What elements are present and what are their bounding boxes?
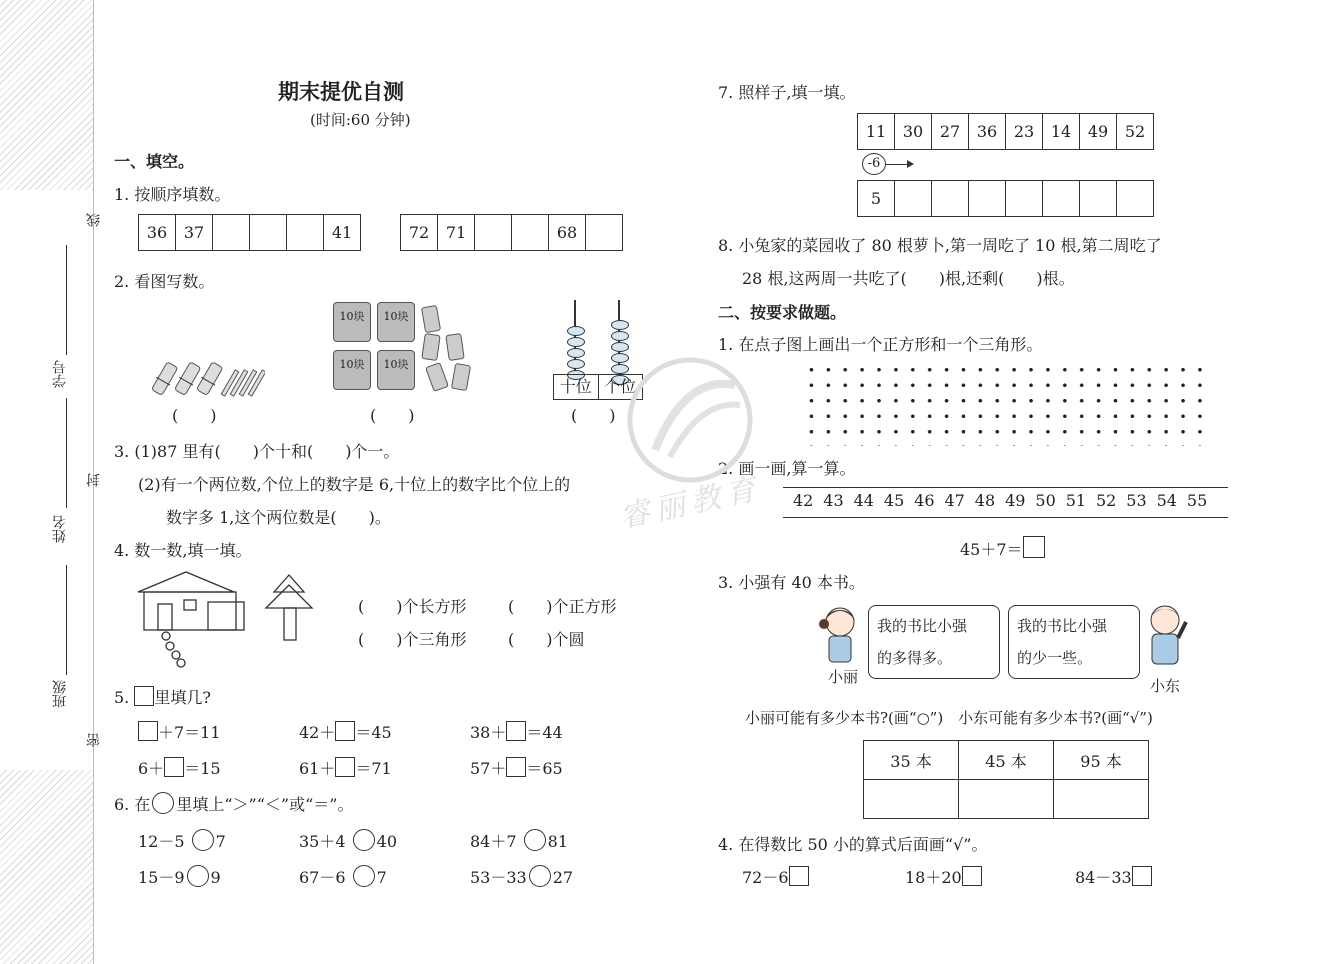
q5-item bbox=[470, 720, 563, 743]
house-door bbox=[184, 600, 196, 610]
answer-box[interactable] bbox=[1023, 536, 1045, 558]
q5-expr: 6＋ bbox=[138, 759, 165, 778]
number-line-tick: 44 bbox=[853, 491, 874, 510]
q2-answer-1[interactable]: ( ) bbox=[172, 406, 217, 425]
q5-expr: 42＋ bbox=[299, 723, 336, 742]
time-limit: (时间:60 分钟) bbox=[310, 111, 411, 129]
margin-feng: 封 bbox=[86, 473, 102, 487]
q6-expr: 81 bbox=[547, 832, 568, 851]
answer-box[interactable] bbox=[335, 757, 355, 777]
candy-piece bbox=[451, 363, 471, 391]
p3-text: 3. 小强有 40 本书。 bbox=[718, 573, 865, 592]
q1-text: 1. 按顺序填数。 bbox=[114, 185, 231, 204]
seq-blank[interactable] bbox=[287, 215, 324, 251]
stick-bundle bbox=[173, 361, 203, 397]
house-roof bbox=[138, 572, 234, 592]
tree-trunk bbox=[284, 608, 296, 640]
p3-options-table bbox=[863, 740, 1149, 819]
seq-cell: 37 bbox=[176, 215, 213, 251]
q6-expr: 27 bbox=[552, 868, 574, 887]
q5-expr: ＝65 bbox=[526, 759, 563, 778]
number-line-tick: 45 bbox=[883, 491, 905, 510]
candy-piece bbox=[421, 333, 440, 361]
candy-bag bbox=[377, 350, 415, 390]
q7-text: 7. 照样子,填一填。 bbox=[718, 83, 856, 102]
q6-item bbox=[470, 865, 573, 888]
number-line-tick: 51 bbox=[1065, 491, 1087, 510]
q6-expr: 53－33 bbox=[470, 868, 527, 887]
q5-expr: 57＋ bbox=[470, 759, 507, 778]
q7-number: 11 bbox=[858, 114, 895, 150]
candy-piece bbox=[421, 305, 441, 333]
number-line-top bbox=[783, 487, 1228, 488]
section-one-title: 一、填空。 bbox=[114, 152, 195, 171]
candy-bags-illustration bbox=[333, 298, 473, 396]
field-xingming-line[interactable] bbox=[66, 398, 67, 508]
check-box[interactable] bbox=[789, 866, 809, 886]
q4-text: 4. 数一数,填一填。 bbox=[114, 541, 252, 560]
q4-circles[interactable]: ( )个圆 bbox=[508, 630, 585, 649]
seq-cell: 68 bbox=[549, 215, 586, 251]
bundled-sticks-illustration bbox=[150, 355, 265, 400]
number-line-tick: 54 bbox=[1156, 491, 1177, 510]
seq-cell: 41 bbox=[324, 215, 361, 251]
watermark-text: 睿丽教育 bbox=[616, 471, 765, 536]
option-label: 45 本 bbox=[959, 741, 1054, 780]
q7-top-row bbox=[857, 113, 1154, 150]
q5-expr: ＝71 bbox=[355, 759, 392, 778]
q6-expr: 15－9 bbox=[138, 868, 185, 887]
hatch-top bbox=[0, 0, 93, 190]
q7-bottom-row bbox=[857, 180, 1154, 217]
p4-expr: 18＋20 bbox=[905, 868, 962, 887]
q5-number: 5. bbox=[114, 688, 130, 707]
seq-cell: 72 bbox=[401, 215, 438, 251]
q6-prefix: 6. 在 bbox=[114, 795, 151, 814]
xiaodong-line: 的少一些。 bbox=[1017, 649, 1093, 667]
smoke-circle bbox=[177, 659, 185, 667]
field-banji-line[interactable] bbox=[66, 565, 67, 675]
compare-circle[interactable] bbox=[353, 865, 375, 887]
q7-blank[interactable] bbox=[1117, 181, 1154, 217]
p1-text: 1. 在点子图上画出一个正方形和一个三角形。 bbox=[718, 335, 1043, 354]
seq-blank[interactable] bbox=[213, 215, 250, 251]
q6-item bbox=[470, 829, 568, 852]
smoke-circle bbox=[172, 651, 180, 659]
q1-sequence-a bbox=[138, 214, 361, 251]
q5-expr: ＝44 bbox=[526, 723, 563, 742]
q6-item bbox=[138, 829, 226, 852]
boy-xiaodong-icon bbox=[1140, 600, 1195, 672]
number-line-ticks bbox=[793, 491, 1213, 513]
q7-blank[interactable] bbox=[895, 181, 932, 217]
q6-text: 里填上“＞”“＜”或“＝”。 bbox=[176, 795, 354, 814]
seq-blank[interactable] bbox=[512, 215, 549, 251]
seq-cell: 71 bbox=[438, 215, 475, 251]
bag-label: 10块 bbox=[383, 358, 409, 371]
xiaoli-name: 小丽 bbox=[828, 668, 859, 686]
p4-item bbox=[1075, 865, 1152, 888]
number-line-tick: 48 bbox=[974, 491, 996, 510]
q7-number: 52 bbox=[1117, 114, 1154, 150]
bead-column-tens bbox=[567, 326, 585, 380]
compare-circle[interactable] bbox=[187, 865, 209, 887]
q7-number: 23 bbox=[1006, 114, 1043, 150]
q4-rectangles[interactable]: ( )个长方形 bbox=[358, 597, 467, 616]
candy-bag bbox=[333, 350, 371, 390]
q5-heading bbox=[114, 685, 211, 708]
q5-item bbox=[138, 720, 221, 743]
label-xuehao: 学号 bbox=[52, 360, 68, 388]
tree-middle bbox=[266, 585, 312, 608]
xiaoli-line: 我的书比小强 bbox=[877, 617, 968, 635]
number-line-tick: 49 bbox=[1005, 491, 1026, 510]
field-xuehao-line[interactable] bbox=[66, 245, 67, 355]
xiaoli-line: 的多得多。 bbox=[877, 649, 953, 667]
q5-expr: 38＋ bbox=[470, 723, 507, 742]
answer-circle-icon bbox=[152, 792, 174, 814]
compare-circle[interactable] bbox=[353, 829, 375, 851]
section-two-title: 二、按要求做题。 bbox=[718, 303, 847, 322]
q3-part2-line2: 数字多 1,这个两位数是( )。 bbox=[166, 508, 391, 527]
q6-expr: 9 bbox=[210, 868, 221, 887]
q7-number: 49 bbox=[1080, 114, 1117, 150]
bag-label: 10块 bbox=[383, 310, 409, 323]
bag-label: 10块 bbox=[339, 358, 365, 371]
number-line-bottom bbox=[783, 517, 1228, 518]
number-line-tick: 46 bbox=[914, 491, 935, 510]
p4-item bbox=[905, 865, 982, 888]
label-xingming: 姓名 bbox=[52, 515, 68, 543]
q1-sequence-b bbox=[400, 214, 623, 251]
q5-item bbox=[299, 720, 392, 743]
house-wing bbox=[208, 602, 244, 630]
arrow-right-icon bbox=[886, 164, 912, 165]
q6-expr: 40 bbox=[376, 832, 397, 851]
compare-circle[interactable] bbox=[524, 829, 546, 851]
q6-item bbox=[299, 865, 387, 888]
p4-text: 4. 在得数比 50 小的算式后面画“√”。 bbox=[718, 835, 988, 854]
girl-xiaoli-icon bbox=[815, 602, 865, 666]
q5-expr: ＝15 bbox=[184, 759, 221, 778]
q7-operation bbox=[862, 153, 912, 175]
q4-triangles[interactable]: ( )个三角形 bbox=[358, 630, 467, 649]
q2-text: 2. 看图写数。 bbox=[114, 272, 215, 291]
q2-answer-2[interactable]: ( ) bbox=[370, 406, 415, 425]
smoke-circle bbox=[166, 642, 174, 650]
tens-label: 十位 bbox=[554, 375, 599, 399]
compare-circle[interactable] bbox=[192, 829, 214, 851]
minus-six-label: -6 bbox=[862, 153, 886, 175]
option-mark-cell[interactable] bbox=[1054, 780, 1149, 819]
q3-part1: 3. (1)87 里有( )个十和( )个一。 bbox=[114, 442, 400, 461]
tree-top bbox=[274, 575, 304, 592]
q7-blank[interactable] bbox=[1043, 181, 1080, 217]
q6-item bbox=[299, 829, 397, 852]
seq-blank[interactable] bbox=[250, 215, 287, 251]
xiaodong-speech-bubble bbox=[1008, 605, 1140, 679]
q2-answer-3[interactable]: ( ) bbox=[571, 406, 616, 425]
hatch-bottom bbox=[0, 770, 93, 964]
q7-number: 36 bbox=[969, 114, 1006, 150]
q5-item bbox=[138, 756, 221, 779]
stick-bundle bbox=[195, 361, 225, 397]
q7-number: 14 bbox=[1043, 114, 1080, 150]
q6-expr: 7 bbox=[376, 868, 387, 887]
label-banji: 班级 bbox=[52, 680, 68, 708]
p3-question: 小丽可能有多少本书?(画“○”) 小东可能有多少本书?(画“√”) bbox=[745, 709, 1153, 727]
p4-expr: 72－6 bbox=[742, 868, 789, 887]
margin-xian: 线 bbox=[86, 213, 102, 227]
option-mark-cell[interactable] bbox=[864, 780, 959, 819]
q4-squares[interactable]: ( )个正方形 bbox=[508, 597, 617, 616]
margin-mi: 密 bbox=[86, 733, 102, 747]
house-tree-illustration bbox=[136, 570, 326, 670]
q7-blank[interactable] bbox=[932, 181, 969, 217]
check-box[interactable] bbox=[1132, 866, 1152, 886]
q6-heading bbox=[114, 792, 353, 815]
option-label: 95 本 bbox=[1054, 741, 1149, 780]
number-line-tick: 50 bbox=[1035, 491, 1056, 510]
candy-piece bbox=[445, 333, 464, 361]
q6-expr: 35＋4 bbox=[299, 832, 346, 851]
p2-eq-text: 45＋7＝ bbox=[960, 540, 1023, 559]
number-line-tick: 52 bbox=[1096, 491, 1117, 510]
p2-text: 2. 画一画,算一算。 bbox=[718, 459, 856, 478]
q8-line2: 28 根,这两周一共吃了( )根,还剩( )根。 bbox=[742, 269, 1075, 288]
xiaoli-speech-bubble bbox=[868, 605, 1000, 679]
p2-equation bbox=[960, 536, 1045, 560]
seq-blank[interactable] bbox=[475, 215, 512, 251]
smoke-circle bbox=[162, 632, 170, 640]
dot-grid[interactable] bbox=[803, 362, 1208, 446]
q7-result: 5 bbox=[858, 181, 895, 217]
p4-expr: 84－33 bbox=[1075, 868, 1132, 887]
house-window bbox=[158, 604, 172, 630]
q6-expr: 84＋7 bbox=[470, 832, 517, 851]
p4-item bbox=[742, 865, 809, 888]
stick-bundle bbox=[150, 361, 180, 397]
number-line-tick: 55 bbox=[1186, 491, 1208, 510]
answer-box[interactable] bbox=[138, 721, 158, 741]
number-line-tick: 42 bbox=[793, 491, 814, 510]
compare-circle[interactable] bbox=[529, 865, 551, 887]
candy-bag bbox=[377, 302, 415, 342]
q6-expr: 67－6 bbox=[299, 868, 346, 887]
bag-label: 10块 bbox=[339, 310, 365, 323]
answer-box[interactable] bbox=[506, 757, 526, 777]
seq-cell: 36 bbox=[139, 215, 176, 251]
option-mark-cell[interactable] bbox=[959, 780, 1054, 819]
answer-box-icon bbox=[134, 686, 154, 706]
answer-box[interactable] bbox=[164, 757, 184, 777]
xiaodong-name: 小东 bbox=[1150, 677, 1181, 695]
q7-blank[interactable] bbox=[1080, 181, 1117, 217]
q6-expr: 7 bbox=[215, 832, 226, 851]
q5-expr: ＝45 bbox=[355, 723, 392, 742]
q7-number: 30 bbox=[895, 114, 932, 150]
number-line-tick: 53 bbox=[1126, 491, 1147, 510]
number-line-tick: 43 bbox=[823, 491, 844, 510]
ones-label: 个位 bbox=[604, 377, 637, 396]
page-title: 期末提优自测 bbox=[278, 80, 404, 104]
q8-line1: 8. 小兔家的菜园收了 80 根萝卜,第一周吃了 10 根,第二周吃了 bbox=[718, 236, 1162, 255]
xiaodong-line: 我的书比小强 bbox=[1017, 617, 1108, 635]
q5-text: 里填几? bbox=[154, 688, 211, 707]
candy-bag bbox=[333, 302, 371, 342]
q5-expr: ＋7＝11 bbox=[158, 723, 221, 742]
option-label: 35 本 bbox=[864, 741, 959, 780]
q5-item bbox=[470, 756, 563, 779]
q5-expr: 61＋ bbox=[299, 759, 336, 778]
number-line-tick: 47 bbox=[944, 491, 965, 510]
q7-number: 27 bbox=[932, 114, 969, 150]
q5-item bbox=[299, 756, 392, 779]
candy-piece bbox=[425, 362, 449, 392]
q7-blank[interactable] bbox=[1006, 181, 1043, 217]
q6-expr: 12－5 bbox=[138, 832, 185, 851]
q3-part2-line1: (2)有一个两位数,个位上的数字是 6,十位上的数字比个位上的 bbox=[138, 475, 571, 494]
seq-blank[interactable] bbox=[586, 215, 623, 251]
check-box[interactable] bbox=[962, 866, 982, 886]
answer-box[interactable] bbox=[335, 721, 355, 741]
q7-blank[interactable] bbox=[969, 181, 1006, 217]
answer-box[interactable] bbox=[506, 721, 526, 741]
q6-item bbox=[138, 865, 221, 888]
